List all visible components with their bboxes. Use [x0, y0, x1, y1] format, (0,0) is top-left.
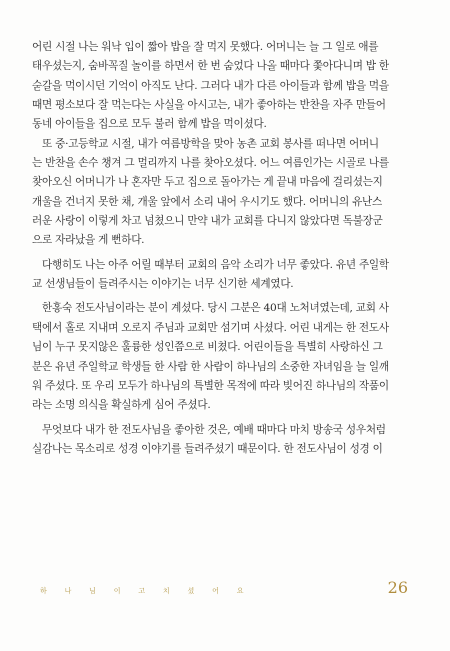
text-line: 으로 자라났을 게 뻔하다. — [32, 234, 145, 247]
text-line: 동네 아이들을 집으로 모두 불러 함께 밥을 먹이셨다. — [32, 118, 267, 131]
text-line: 태우셨는지, 숨바꼭질 놀이를 하면서 한 번 숨었다 나올 때마다 쫓아다니며 밥 한 — [32, 60, 389, 73]
text-line: 실감나는 목소리로 성경 이야기를 들려주셨기 때문이다. 한 전도사님이 성경 이 — [32, 442, 383, 455]
paragraph-start-line: 무엇보다 내가 한 전도사님을 좋아한 것은, 예배 때마다 마치 방송국 성우처럼 — [42, 423, 386, 436]
page-footer — [0, 580, 450, 600]
text-line: 러운 사랑이 이렇게 차고 넘쳤으니 만약 내가 교회를 다니지 않았다면 독불장군 — [32, 215, 383, 228]
text-line: 때면 평소보다 잘 먹는다는 사실을 아시고는, 내가 좋아하는 반찬을 자주 만들어 — [32, 99, 386, 112]
text-line: 개울을 건너지 못한 채, 개울 앞에서 소리 내어 우시기도 했다. 어머니의 유난스 — [32, 195, 383, 208]
text-line: 교 선생님들이 들려주시는 이야기는 너무 신기한 세계였다. — [32, 278, 294, 291]
text-line: 분은 유년 주일학교 학생들 한 사람 한 사람이 하나님의 소중한 자녀임을 늘 일깨 — [32, 360, 389, 373]
paragraph-start-line: 다행히도 나는 아주 어릴 때부터 교회의 음악 소리가 너무 좋았다. 유년 주일학 — [42, 258, 389, 271]
text-line: 찾아오신 어머니가 나 혼자만 두고 집으로 돌아가는 게 끝내 마음에 걸리셨는지 — [32, 176, 383, 189]
text-line: 어린 시절 나는 워낙 입이 짧아 밥을 잘 먹지 못했다. 어머니는 늘 그 일로 애를 — [32, 41, 379, 53]
page-number: 26 — [387, 578, 408, 597]
text-line: 라는 소명 의식을 확실하게 심어 주셨다. — [32, 399, 211, 412]
paragraph-start-line: 한홍숙 전도사님이라는 분이 계셨다. 당시 그분은 40대 노처녀였는데, 교회 사 — [42, 302, 389, 315]
text-line: 워 주셨다. 또 우리 모두가 하나님의 특별한 목적에 따라 빚어진 하나님의 작품이 — [32, 379, 389, 392]
running-title: 하 나 님 이 고 치 셨 어 요 — [40, 587, 252, 595]
text-line: 숟갈을 먹이시던 기억이 아직도 난다. 그러다 내가 다른 아이들과 함께 밥을 먹을 — [32, 79, 389, 92]
text-line: 는 반찬을 손수 챙겨 그 멀리까지 나를 찾아오셨다. 어느 여름인가는 시골로 나를 — [32, 157, 389, 170]
text-line: 님이 누구 못지않은 훌륭한 성인쯤으로 비쳤다. 어린이들을 특별히 사랑하신 그 — [32, 341, 383, 354]
page-body-text — [32, 38, 424, 459]
text-line: 택에서 홀로 지내며 오로지 주님과 교회만 섬기며 사셨다. 어린 내게는 한 전도사 — [32, 321, 389, 334]
paragraph-start-line: 또 중·고등학교 시절, 내가 여름방학을 맞아 농촌 교회 봉사를 떠나면 어머니 — [42, 137, 379, 150]
